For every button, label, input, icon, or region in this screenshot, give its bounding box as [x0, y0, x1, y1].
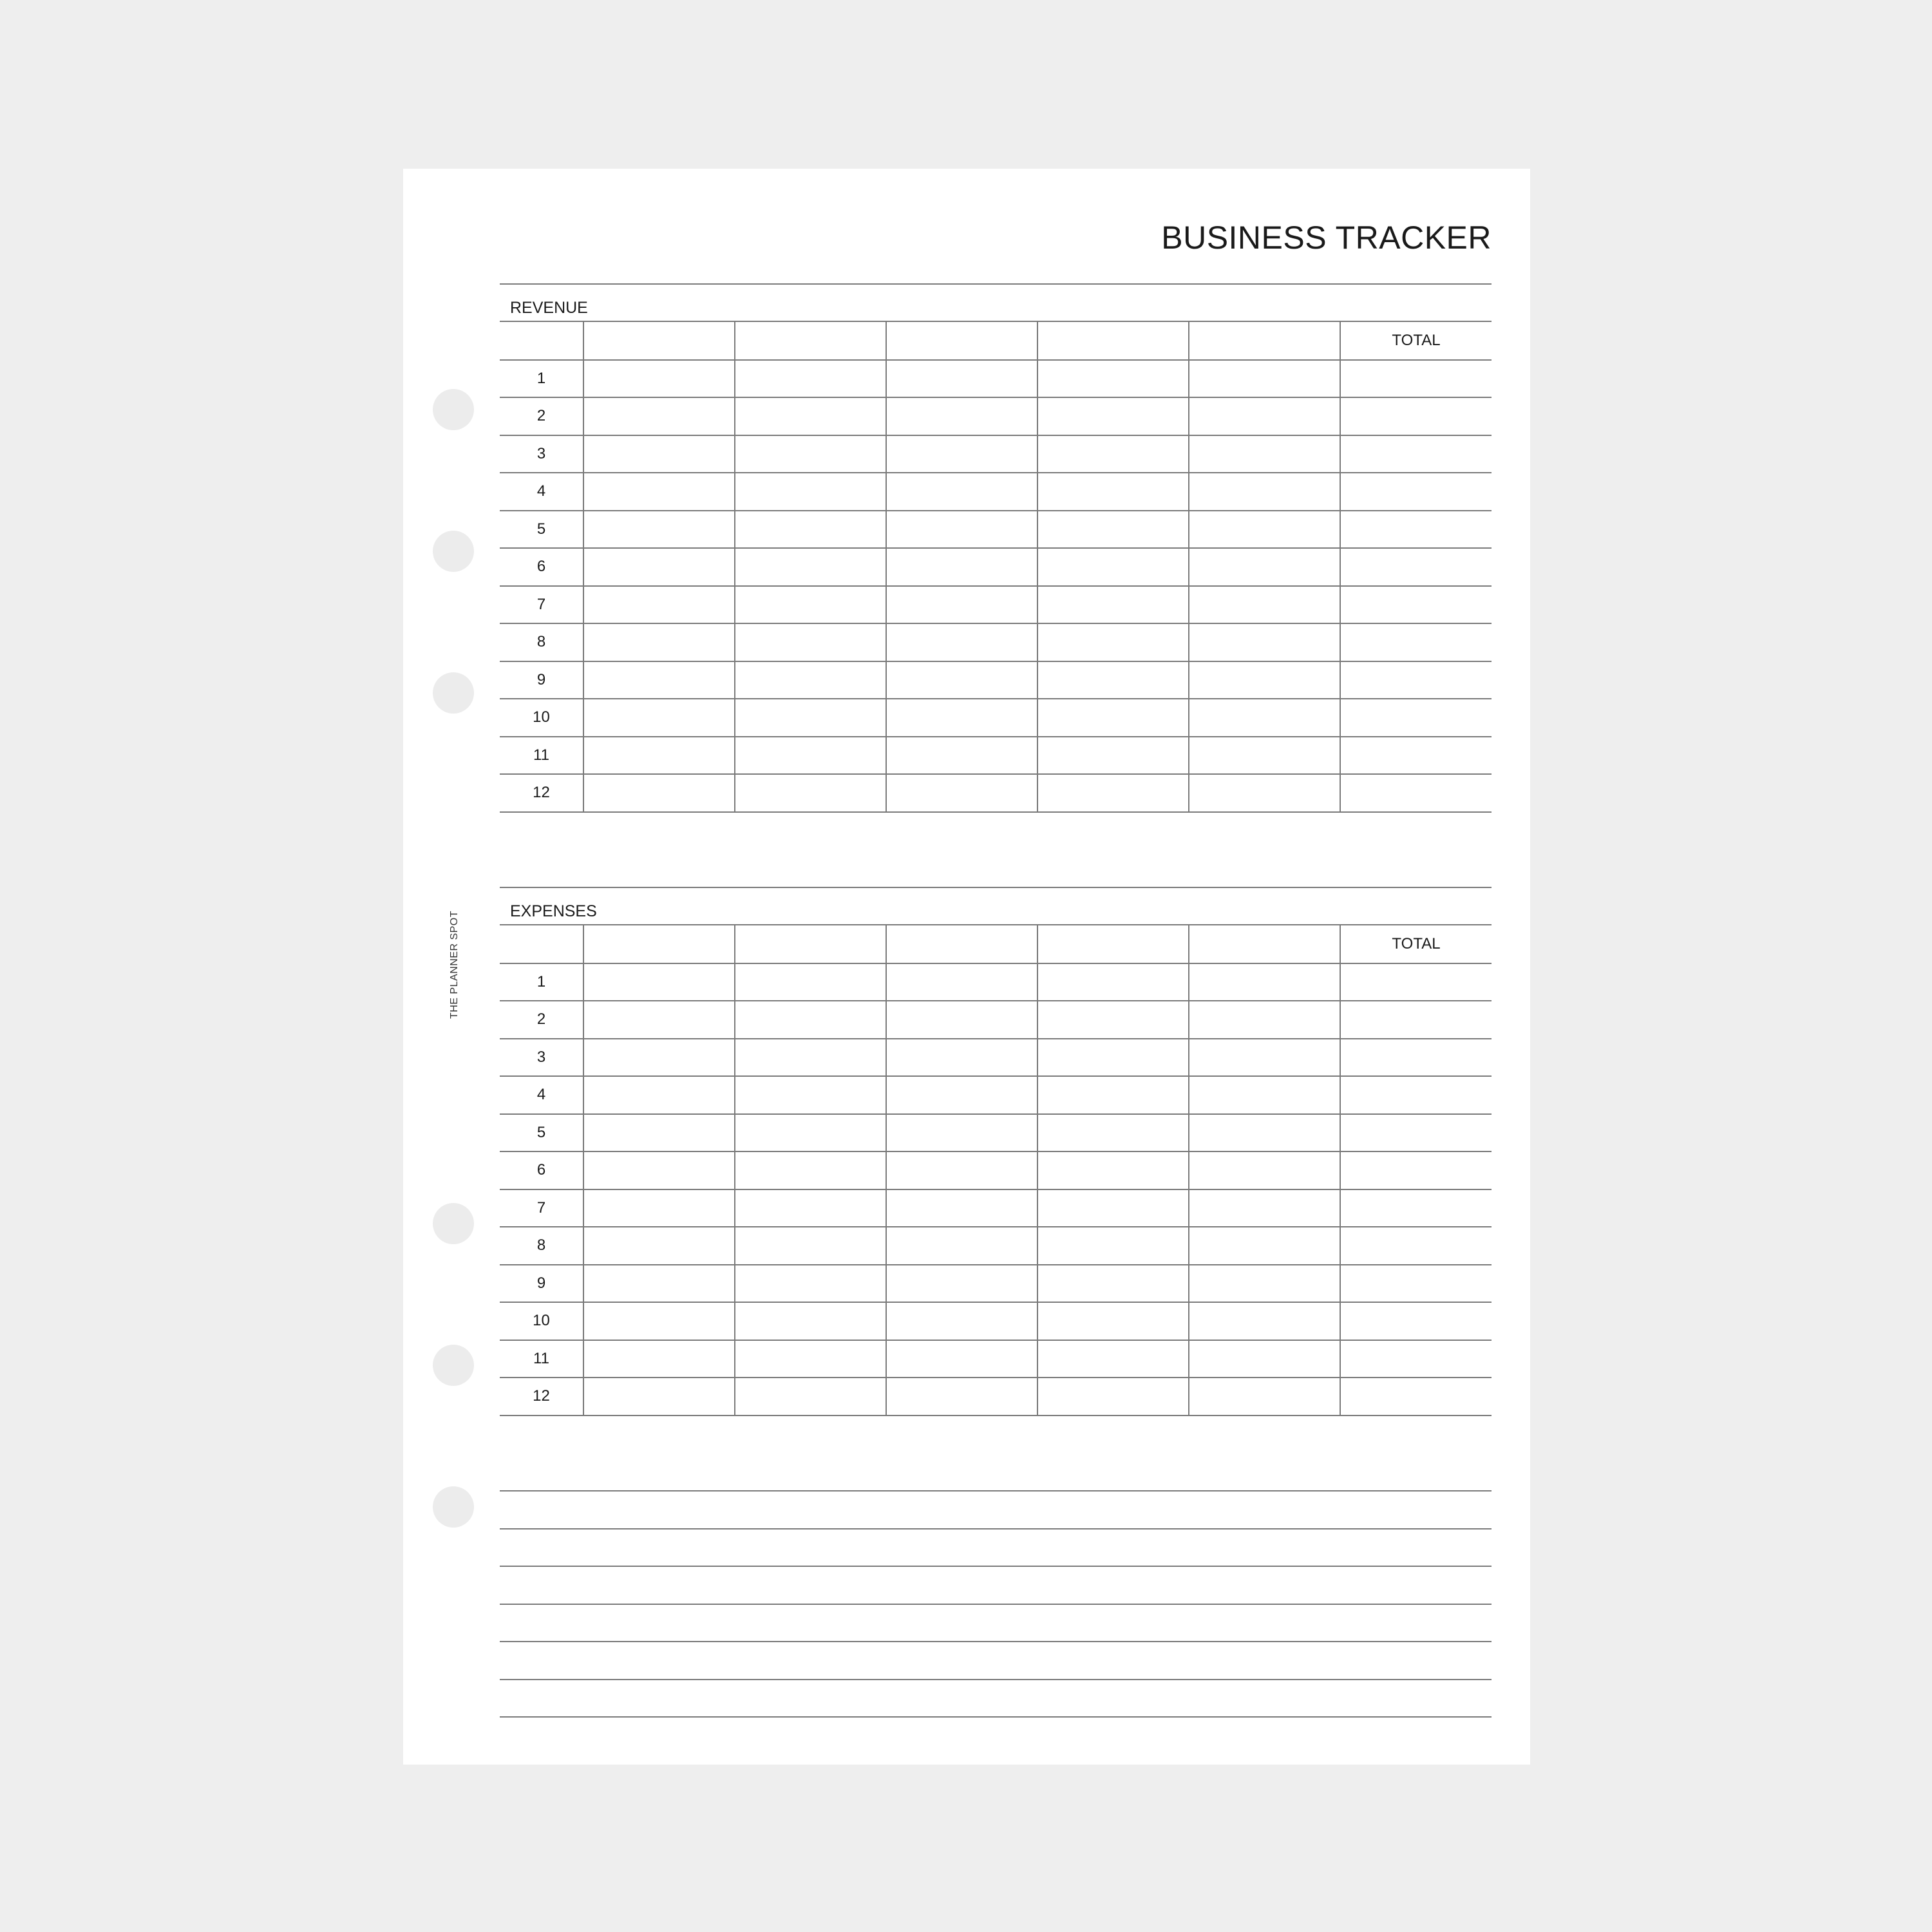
entry-cell[interactable]	[583, 1114, 735, 1152]
note-line[interactable]	[500, 1716, 1492, 1718]
entry-cell[interactable]	[886, 774, 1037, 812]
entry-cell[interactable]	[886, 1302, 1037, 1340]
row-number: 12	[500, 774, 583, 812]
entry-cell[interactable]	[1189, 360, 1340, 398]
entry-cell[interactable]	[1189, 586, 1340, 624]
note-line[interactable]	[500, 1604, 1492, 1642]
row-number: 11	[500, 737, 583, 775]
row-number: 4	[500, 1076, 583, 1114]
total-cell[interactable]	[1340, 1151, 1492, 1189]
table-row	[500, 586, 1492, 624]
entry-cell[interactable]	[1037, 586, 1189, 624]
entry-cell[interactable]	[583, 774, 735, 812]
entry-cell[interactable]	[1037, 774, 1189, 812]
entry-cell[interactable]	[583, 360, 735, 398]
entry-cell[interactable]	[1189, 435, 1340, 473]
entry-cell[interactable]	[886, 1189, 1037, 1227]
row-number: 2	[500, 1001, 583, 1039]
page-title: BUSINESS TRACKER	[1161, 220, 1492, 256]
entry-cell[interactable]	[1189, 699, 1340, 737]
entry-cell[interactable]	[886, 1227, 1037, 1265]
entry-cell[interactable]	[1037, 360, 1189, 398]
entry-cell[interactable]	[583, 699, 735, 737]
entry-cell[interactable]	[1037, 623, 1189, 661]
entry-cell[interactable]	[886, 1340, 1037, 1378]
entry-cell[interactable]	[583, 661, 735, 699]
note-line[interactable]	[500, 1528, 1492, 1566]
entry-cell[interactable]	[1189, 1151, 1340, 1189]
entry-cell[interactable]	[735, 1227, 886, 1265]
table-row	[500, 360, 1492, 398]
entry-cell[interactable]	[1189, 1302, 1340, 1340]
entry-cell[interactable]	[1189, 661, 1340, 699]
table-row	[500, 1189, 1492, 1227]
entry-cell[interactable]	[1189, 963, 1340, 1001]
revenue-table	[500, 322, 1492, 813]
entry-cell[interactable]	[1189, 473, 1340, 511]
table-row	[500, 737, 1492, 775]
total-header: TOTAL	[1340, 925, 1492, 963]
entry-cell[interactable]	[1189, 548, 1340, 586]
entry-cell[interactable]	[583, 1340, 735, 1378]
row-number: 11	[500, 1340, 583, 1378]
table-row	[500, 774, 1492, 812]
table-row	[500, 1001, 1492, 1039]
total-cell[interactable]	[1340, 1001, 1492, 1039]
row-number: 1	[500, 360, 583, 398]
table-row	[500, 473, 1492, 511]
total-cell[interactable]	[1340, 699, 1492, 737]
entry-cell[interactable]	[886, 435, 1037, 473]
note-line[interactable]	[500, 1679, 1492, 1717]
table-row	[500, 1114, 1492, 1152]
entry-cell[interactable]	[886, 1076, 1037, 1114]
expenses-section	[500, 887, 1492, 1416]
entry-cell[interactable]	[735, 623, 886, 661]
entry-cell[interactable]	[583, 1151, 735, 1189]
entry-cell[interactable]	[1037, 661, 1189, 699]
row-number: 12	[500, 1378, 583, 1416]
entry-cell[interactable]	[735, 360, 886, 398]
entry-cell[interactable]	[735, 699, 886, 737]
table-row	[500, 1265, 1492, 1303]
entry-cell[interactable]	[886, 586, 1037, 624]
total-cell[interactable]	[1340, 511, 1492, 549]
entry-cell[interactable]	[1189, 1378, 1340, 1416]
entry-cell[interactable]	[735, 774, 886, 812]
total-cell[interactable]	[1340, 1265, 1492, 1303]
entry-cell[interactable]	[583, 1302, 735, 1340]
entry-cell[interactable]	[1189, 1001, 1340, 1039]
entry-cell[interactable]	[1189, 511, 1340, 549]
row-number-header	[500, 322, 583, 360]
entry-cell[interactable]	[1037, 1039, 1189, 1077]
total-cell[interactable]	[1340, 661, 1492, 699]
punch-hole	[433, 1203, 474, 1244]
entry-cell[interactable]	[583, 1076, 735, 1114]
note-line[interactable]	[500, 1641, 1492, 1679]
entry-cell[interactable]	[735, 1076, 886, 1114]
total-header: TOTAL	[1340, 322, 1492, 360]
row-number: 3	[500, 1039, 583, 1077]
entry-cell[interactable]	[886, 1265, 1037, 1303]
entry-cell[interactable]	[1189, 1227, 1340, 1265]
total-cell[interactable]	[1340, 548, 1492, 586]
entry-cell[interactable]	[735, 473, 886, 511]
row-number: 6	[500, 548, 583, 586]
entry-cell[interactable]	[735, 435, 886, 473]
row-number: 8	[500, 1227, 583, 1265]
column-header-cell[interactable]	[583, 925, 735, 963]
row-number: 2	[500, 397, 583, 435]
entry-cell[interactable]	[886, 1114, 1037, 1152]
entry-cell[interactable]	[1037, 1114, 1189, 1152]
entry-cell[interactable]	[1189, 1076, 1340, 1114]
column-header-cell[interactable]	[735, 322, 886, 360]
revenue-section	[500, 283, 1492, 813]
entry-cell[interactable]	[1037, 699, 1189, 737]
entry-cell[interactable]	[735, 1189, 886, 1227]
entry-cell[interactable]	[886, 360, 1037, 398]
entry-cell[interactable]	[583, 1227, 735, 1265]
row-number: 4	[500, 473, 583, 511]
entry-cell[interactable]	[1189, 1265, 1340, 1303]
column-header-cell[interactable]	[886, 322, 1037, 360]
table-row	[500, 661, 1492, 699]
entry-cell[interactable]	[886, 1378, 1037, 1416]
row-number: 9	[500, 1265, 583, 1303]
entry-cell[interactable]	[583, 586, 735, 624]
table-row	[500, 699, 1492, 737]
entry-cell[interactable]	[1189, 1039, 1340, 1077]
entry-cell[interactable]	[886, 1039, 1037, 1077]
entry-cell[interactable]	[735, 1378, 886, 1416]
punch-hole	[433, 1486, 474, 1528]
entry-cell[interactable]	[583, 1001, 735, 1039]
note-line[interactable]	[500, 1490, 1492, 1528]
entry-cell[interactable]	[886, 473, 1037, 511]
row-number: 10	[500, 1302, 583, 1340]
total-cell[interactable]	[1340, 623, 1492, 661]
total-cell[interactable]	[1340, 473, 1492, 511]
entry-cell[interactable]	[1037, 511, 1189, 549]
entry-cell[interactable]	[1037, 963, 1189, 1001]
entry-cell[interactable]	[735, 548, 886, 586]
entry-cell[interactable]	[886, 1151, 1037, 1189]
entry-cell[interactable]	[1037, 397, 1189, 435]
entry-cell[interactable]	[1189, 623, 1340, 661]
total-cell[interactable]	[1340, 1076, 1492, 1114]
entry-cell[interactable]	[583, 397, 735, 435]
entry-cell[interactable]	[583, 511, 735, 549]
total-cell[interactable]	[1340, 360, 1492, 398]
entry-cell[interactable]	[1037, 1001, 1189, 1039]
entry-cell[interactable]	[886, 397, 1037, 435]
entry-cell[interactable]	[886, 699, 1037, 737]
entry-cell[interactable]	[1037, 1378, 1189, 1416]
column-header-cell[interactable]	[886, 925, 1037, 963]
entry-cell[interactable]	[735, 511, 886, 549]
total-cell[interactable]	[1340, 1189, 1492, 1227]
total-cell[interactable]	[1340, 435, 1492, 473]
entry-cell[interactable]	[1037, 548, 1189, 586]
notes-area	[500, 1490, 1492, 1718]
total-cell[interactable]	[1340, 1114, 1492, 1152]
entry-cell[interactable]	[1037, 1151, 1189, 1189]
column-header-cell[interactable]	[583, 322, 735, 360]
entry-cell[interactable]	[583, 473, 735, 511]
entry-cell[interactable]	[1189, 737, 1340, 775]
table-row	[500, 511, 1492, 549]
row-number: 1	[500, 963, 583, 1001]
entry-cell[interactable]	[735, 397, 886, 435]
total-cell[interactable]	[1340, 1340, 1492, 1378]
entry-cell[interactable]	[583, 737, 735, 775]
table-row	[500, 1151, 1492, 1189]
entry-cell[interactable]	[583, 435, 735, 473]
table-row	[500, 963, 1492, 1001]
expenses-table	[500, 925, 1492, 1416]
entry-cell[interactable]	[583, 623, 735, 661]
entry-cell[interactable]	[886, 661, 1037, 699]
entry-cell[interactable]	[583, 963, 735, 1001]
entry-cell[interactable]	[1037, 1189, 1189, 1227]
planner-page	[403, 169, 1530, 1765]
entry-cell[interactable]	[735, 737, 886, 775]
entry-cell[interactable]	[735, 1151, 886, 1189]
column-header-cell[interactable]	[1189, 925, 1340, 963]
row-number-header	[500, 925, 583, 963]
table-row	[500, 548, 1492, 586]
entry-cell[interactable]	[583, 1039, 735, 1077]
entry-cell[interactable]	[1189, 397, 1340, 435]
entry-cell[interactable]	[583, 548, 735, 586]
entry-cell[interactable]	[886, 623, 1037, 661]
entry-cell[interactable]	[583, 1189, 735, 1227]
section-label-expenses: EXPENSES	[500, 887, 1492, 925]
row-number: 9	[500, 661, 583, 699]
row-number: 6	[500, 1151, 583, 1189]
brand-label: THE PLANNER SPOT	[449, 910, 460, 1019]
entry-cell[interactable]	[1037, 1302, 1189, 1340]
punch-hole	[433, 1345, 474, 1386]
total-cell[interactable]	[1340, 737, 1492, 775]
table-header-row	[500, 925, 1492, 963]
entry-cell[interactable]	[1037, 1265, 1189, 1303]
entry-cell[interactable]	[1189, 774, 1340, 812]
entry-cell[interactable]	[735, 1340, 886, 1378]
column-header-cell[interactable]	[1037, 925, 1189, 963]
table-row	[500, 435, 1492, 473]
entry-cell[interactable]	[1037, 1076, 1189, 1114]
note-line[interactable]	[500, 1566, 1492, 1604]
column-header-cell[interactable]	[735, 925, 886, 963]
section-label-revenue: REVENUE	[500, 283, 1492, 322]
entry-cell[interactable]	[735, 963, 886, 1001]
entry-cell[interactable]	[1189, 1189, 1340, 1227]
entry-cell[interactable]	[886, 511, 1037, 549]
entry-cell[interactable]	[886, 737, 1037, 775]
row-number: 8	[500, 623, 583, 661]
column-header-cell[interactable]	[1037, 322, 1189, 360]
entry-cell[interactable]	[1037, 1340, 1189, 1378]
table-row	[500, 1227, 1492, 1265]
total-cell[interactable]	[1340, 397, 1492, 435]
entry-cell[interactable]	[886, 963, 1037, 1001]
punch-hole	[433, 531, 474, 572]
row-number: 7	[500, 1189, 583, 1227]
total-cell[interactable]	[1340, 1302, 1492, 1340]
row-number: 3	[500, 435, 583, 473]
entry-cell[interactable]	[735, 1265, 886, 1303]
entry-cell[interactable]	[1189, 1114, 1340, 1152]
row-number: 7	[500, 586, 583, 624]
column-header-cell[interactable]	[1189, 322, 1340, 360]
total-cell[interactable]	[1340, 1039, 1492, 1077]
table-row	[500, 1340, 1492, 1378]
entry-cell[interactable]	[886, 548, 1037, 586]
punch-hole	[433, 389, 474, 430]
table-row	[500, 397, 1492, 435]
entry-cell[interactable]	[1037, 737, 1189, 775]
entry-cell[interactable]	[735, 661, 886, 699]
entry-cell[interactable]	[735, 1001, 886, 1039]
total-cell[interactable]	[1340, 1378, 1492, 1416]
entry-cell[interactable]	[583, 1378, 735, 1416]
total-cell[interactable]	[1340, 586, 1492, 624]
entry-cell[interactable]	[886, 1001, 1037, 1039]
entry-cell[interactable]	[1037, 1227, 1189, 1265]
table-row	[500, 623, 1492, 661]
entry-cell[interactable]	[735, 1114, 886, 1152]
total-cell[interactable]	[1340, 1227, 1492, 1265]
table-row	[500, 1302, 1492, 1340]
entry-cell[interactable]	[735, 1302, 886, 1340]
table-row	[500, 1076, 1492, 1114]
row-number: 10	[500, 699, 583, 737]
entry-cell[interactable]	[1037, 435, 1189, 473]
entry-cell[interactable]	[735, 1039, 886, 1077]
entry-cell[interactable]	[1189, 1340, 1340, 1378]
entry-cell[interactable]	[583, 1265, 735, 1303]
entry-cell[interactable]	[1037, 473, 1189, 511]
row-number: 5	[500, 1114, 583, 1152]
row-number: 5	[500, 511, 583, 549]
entry-cell[interactable]	[735, 586, 886, 624]
punch-hole	[433, 672, 474, 714]
total-cell[interactable]	[1340, 963, 1492, 1001]
table-row	[500, 1378, 1492, 1416]
table-row	[500, 1039, 1492, 1077]
table-header-row	[500, 322, 1492, 360]
total-cell[interactable]	[1340, 774, 1492, 812]
